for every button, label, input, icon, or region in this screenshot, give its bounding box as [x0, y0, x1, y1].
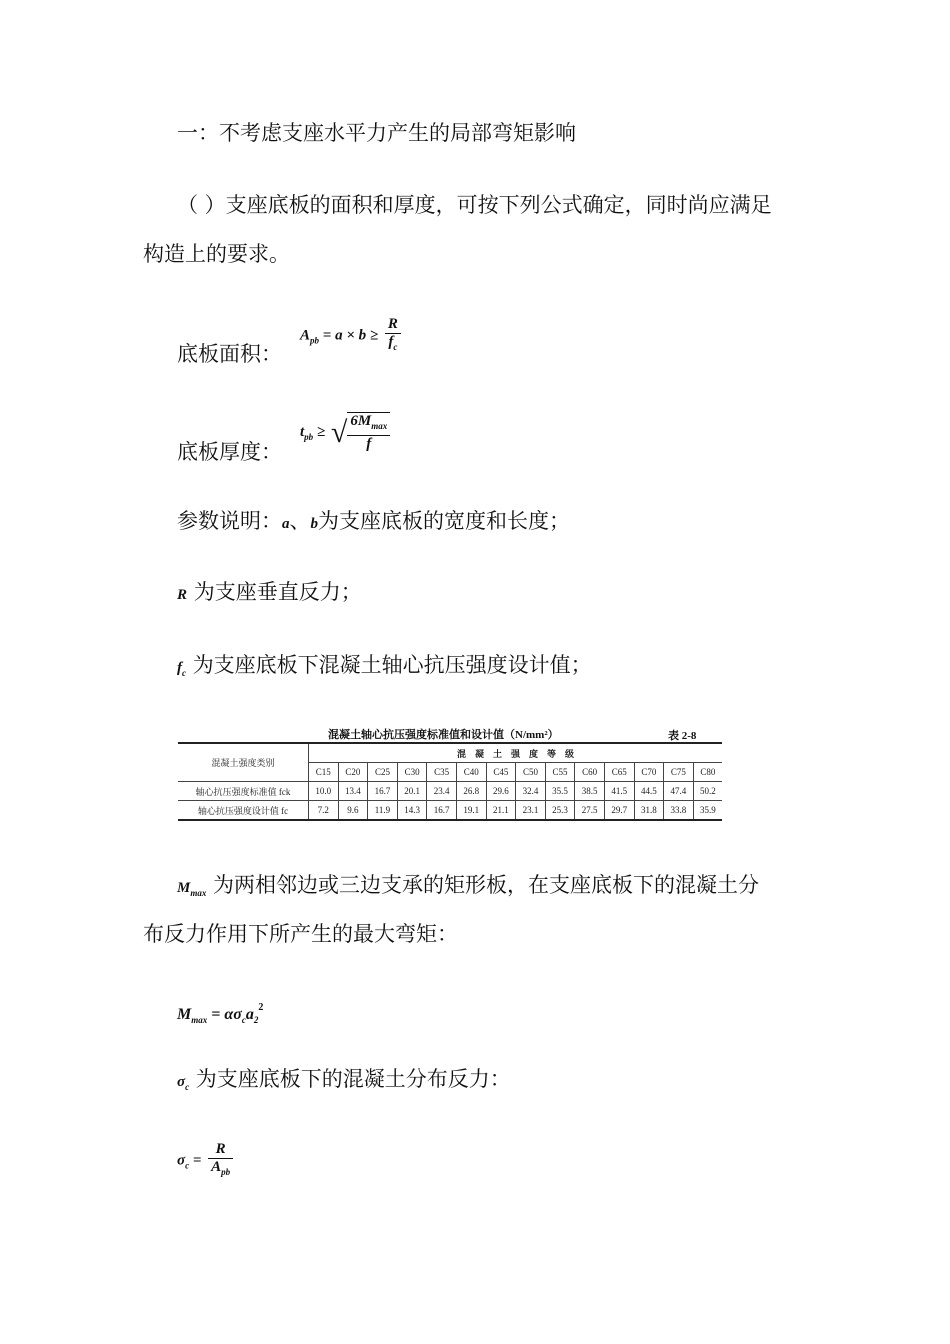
value-cell: 44.5: [634, 782, 664, 801]
mmax-line1: $M_{max}$ 为两相邻边或三边支承的矩形板，在支座底板下的混凝土分: [177, 873, 760, 898]
grade-cell: C60: [575, 763, 605, 782]
table-grid: [178, 744, 722, 819]
table-number: 表 2-8: [668, 730, 697, 742]
value-cell: 16.7: [368, 782, 398, 801]
value-cell: 13.4: [338, 782, 368, 801]
section-heading: 一：不考虑支座水平力产生的局部弯矩影响: [177, 121, 576, 145]
area-formula: $A_{pb} = a \times b$ ≥ $\frac{R}{f_c}$: [300, 316, 401, 356]
value-cell: 23.1: [516, 801, 546, 820]
params-line: 参数说明：a、b为支座底板的宽度和长度；: [177, 509, 570, 533]
table-row: [178, 782, 722, 801]
paragraph-intro-cont: 构造上的要求。: [143, 242, 290, 266]
value-cell: 21.1: [486, 801, 516, 820]
value-cell: 38.5: [575, 782, 605, 801]
value-cell: 27.5: [575, 801, 605, 820]
grade-cell: C35: [427, 763, 457, 782]
mmax-line2: 布反力作用下所产生的最大弯矩：: [143, 922, 458, 946]
grade-cell: C25: [368, 763, 398, 782]
value-cell: 32.4: [516, 782, 546, 801]
value-cell: 50.2: [693, 782, 722, 801]
row-label-cell: 轴心抗压强度设计值 fc: [197, 805, 289, 816]
grade-cell: C20: [338, 763, 368, 782]
value-cell: 31.8: [634, 801, 664, 820]
thickness-formula: $t_{pb}$ ≥ √ $\frac{6M_{max}}{f}$: [300, 412, 390, 453]
area-label: 底板面积：: [177, 342, 282, 366]
sigma-line: $\sigma_c$ 为支座底板下的混凝土分布反力：: [177, 1067, 511, 1092]
mmax-formula: $M_{max} = \alpha\sigma_ca_2^2$: [177, 1002, 264, 1025]
group-header-cell: 混 凝 土 强 度 等 级: [309, 744, 723, 763]
thickness-label: 底板厚度：: [177, 440, 282, 464]
value-cell: 9.6: [338, 801, 368, 820]
grade-cell: C75: [664, 763, 694, 782]
grade-cell: C30: [397, 763, 427, 782]
value-cell: 11.9: [368, 801, 398, 820]
sigma-formula: $\sigma_c$ = $\frac{R}{A_{pb}}$: [177, 1141, 233, 1181]
thickness-fraction: $\frac{6M_{max}}{f}$: [347, 412, 390, 453]
value-cell: 19.1: [456, 801, 486, 820]
table-title: 混凝土轴心抗压强度标准值和设计值（N/mm²）: [328, 729, 559, 741]
table-row: [178, 801, 722, 820]
value-cell: 26.8: [456, 782, 486, 801]
value-cell: 29.6: [486, 782, 516, 801]
grade-cell: C80: [693, 763, 722, 782]
area-fraction: $\frac{R}{f_c}$: [385, 316, 401, 356]
value-cell: 23.4: [427, 782, 457, 801]
paragraph-intro: （ ）支座底板的面积和厚度，可按下列公式确定，同时尚应满足: [177, 193, 772, 217]
value-cell: 35.5: [545, 782, 575, 801]
value-cell: 35.9: [693, 801, 722, 820]
sqrt-sign: √: [330, 415, 348, 449]
sigma-fraction: $\frac{R}{A_{pb}}$: [208, 1141, 233, 1181]
grade-cell: C55: [545, 763, 575, 782]
value-cell: 29.7: [604, 801, 634, 820]
value-cell: 10.0: [309, 782, 339, 801]
grade-cell: C40: [456, 763, 486, 782]
value-cell: 41.5: [604, 782, 634, 801]
value-cell: 7.2: [309, 801, 339, 820]
value-cell: 25.3: [545, 801, 575, 820]
grade-cell: C15: [309, 763, 339, 782]
value-cell: 33.8: [664, 801, 694, 820]
value-cell: 14.3: [397, 801, 427, 820]
row-label-cell: 轴心抗压强度标准值 fck: [178, 782, 309, 801]
grade-cell: C50: [516, 763, 546, 782]
concrete-strength-table: [178, 722, 722, 821]
grade-cell: C65: [604, 763, 634, 782]
row-header-cell: 混凝土强度类别: [178, 744, 309, 782]
r-line: R 为支座垂直反力；: [177, 580, 362, 604]
grade-cell: C70: [634, 763, 664, 782]
value-cell: 20.1: [397, 782, 427, 801]
value-cell: 16.7: [427, 801, 457, 820]
grade-cell: C45: [486, 763, 516, 782]
value-cell: 47.4: [664, 782, 694, 801]
fc-line: $f_c$ 为支座底板下混凝土轴心抗压强度设计值；: [177, 653, 592, 678]
